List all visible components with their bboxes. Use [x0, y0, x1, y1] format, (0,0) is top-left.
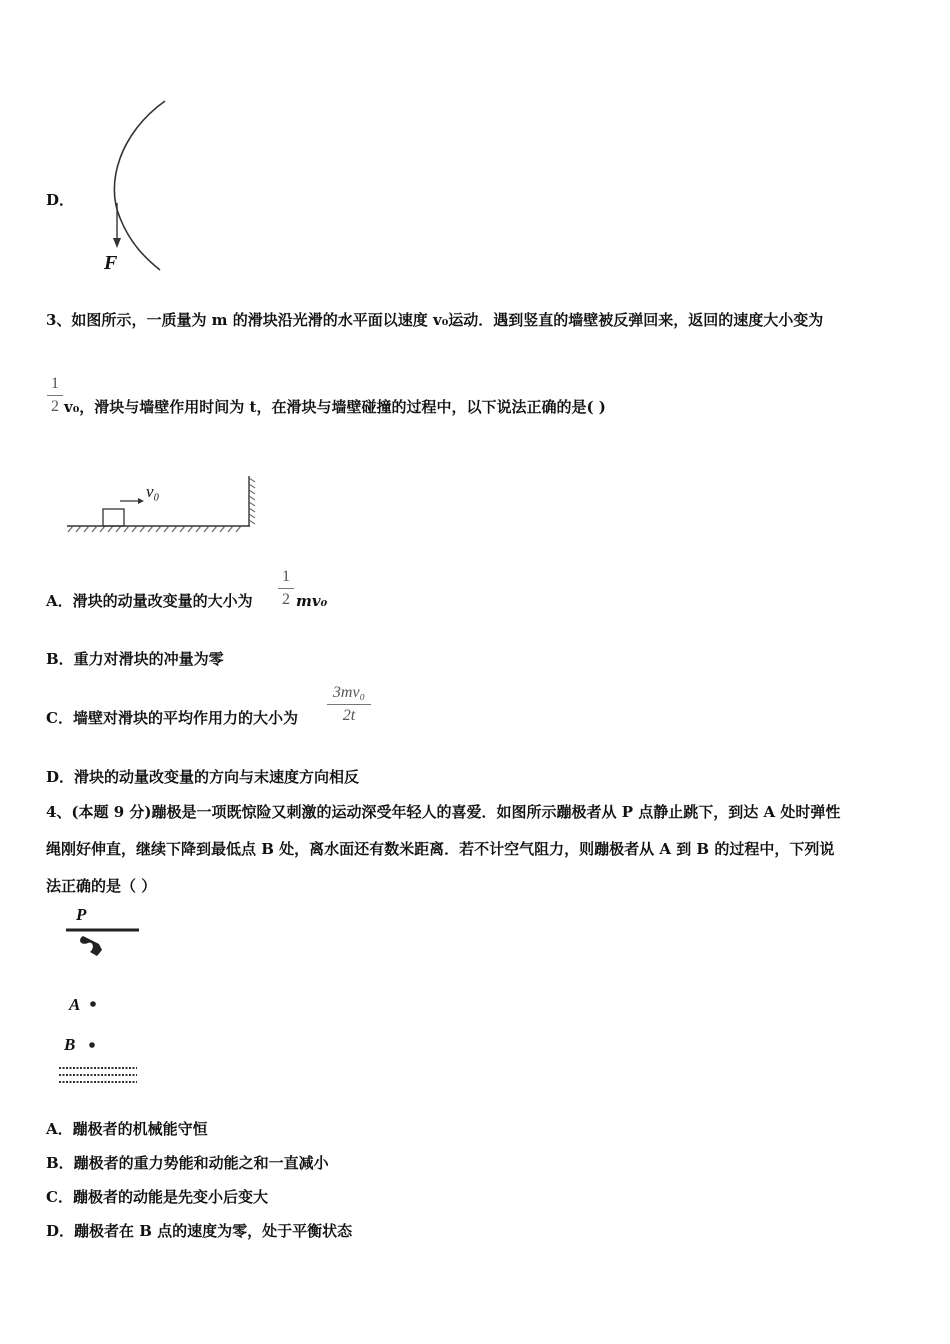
- q4-option-a[interactable]: A．蹦极者的机械能守恒: [46, 1120, 208, 1138]
- q3-option-a-frac-den: 2: [282, 591, 290, 608]
- q4-point-a-label: A: [69, 995, 81, 1014]
- q2-force-label: F: [104, 252, 118, 274]
- q3-stem-fraction: [47, 375, 63, 416]
- q4-point-p-label: P: [76, 905, 87, 924]
- q3-option-c[interactable]: C．墙壁对滑块的平均作用力的大小为: [46, 709, 298, 727]
- q3-stem-line1: 3、如图所示，一质量为 m 的滑块沿光滑的水平面以速度 v₀运动．遇到竖直的墙壁被反弹回来，返回的速度大小变为: [46, 311, 824, 329]
- q3-option-a-frac-bar: [278, 588, 294, 589]
- q3-stem-frac-den: 2: [51, 398, 59, 415]
- q4-option-c[interactable]: C．蹦极者的动能是先变小后变大: [46, 1188, 268, 1206]
- q4-option-b[interactable]: B．蹦极者的重力势能和动能之和一直减小: [46, 1154, 329, 1172]
- q2-option-d-label[interactable]: D．: [46, 191, 75, 209]
- q4-point-b-label: B: [64, 1035, 76, 1054]
- q3-wall-figure: [62, 474, 262, 536]
- q3-option-c-fraction: [327, 684, 371, 725]
- q3-option-c-frac-den: 2t: [342, 707, 356, 724]
- q3-stem-line2: v₀，滑块与墙壁作用时间为 t，在滑块与墙壁碰撞的过程中，以下说法正确的是( ): [64, 398, 606, 416]
- q3-option-a-suffix: mv₀: [296, 592, 328, 610]
- q3-option-d[interactable]: D．滑块的动量改变量的方向与末速度方向相反: [46, 768, 360, 786]
- q3-option-a-fraction: [278, 568, 294, 609]
- q4-stem-line3: 法正确的是（ ）: [46, 877, 157, 895]
- q3-stem-frac-num: 1: [51, 375, 59, 392]
- q3-stem-frac-bar: [47, 395, 63, 396]
- q3-option-a-frac-num: 1: [282, 568, 290, 585]
- q4-option-d[interactable]: D．蹦极者在 B 点的速度为零，处于平衡状态: [46, 1222, 353, 1240]
- q3-option-c-frac-num: 3mv₀: [332, 684, 366, 701]
- q4-stem-line1: 4、(本题 9 分)蹦极是一项既惊险又刺激的运动深受年轻人的喜爱．如图所示蹦极者从 P 点静止跳下，到达 A 处时弹性: [46, 803, 841, 821]
- q3-velocity-label: v₀: [146, 482, 160, 501]
- q4-stem-line2: 绳刚好伸直，继续下降到最低点 B 处，离水面还有数米距离．若不计空气阻力，则蹦极者从 A 到 B 的过程中，下列说: [46, 840, 835, 858]
- q3-option-a[interactable]: A．滑块的动量改变量的大小为: [46, 592, 253, 610]
- q3-option-b[interactable]: B．重力对滑块的冲量为零: [46, 650, 224, 668]
- q3-option-c-frac-bar: [327, 704, 371, 705]
